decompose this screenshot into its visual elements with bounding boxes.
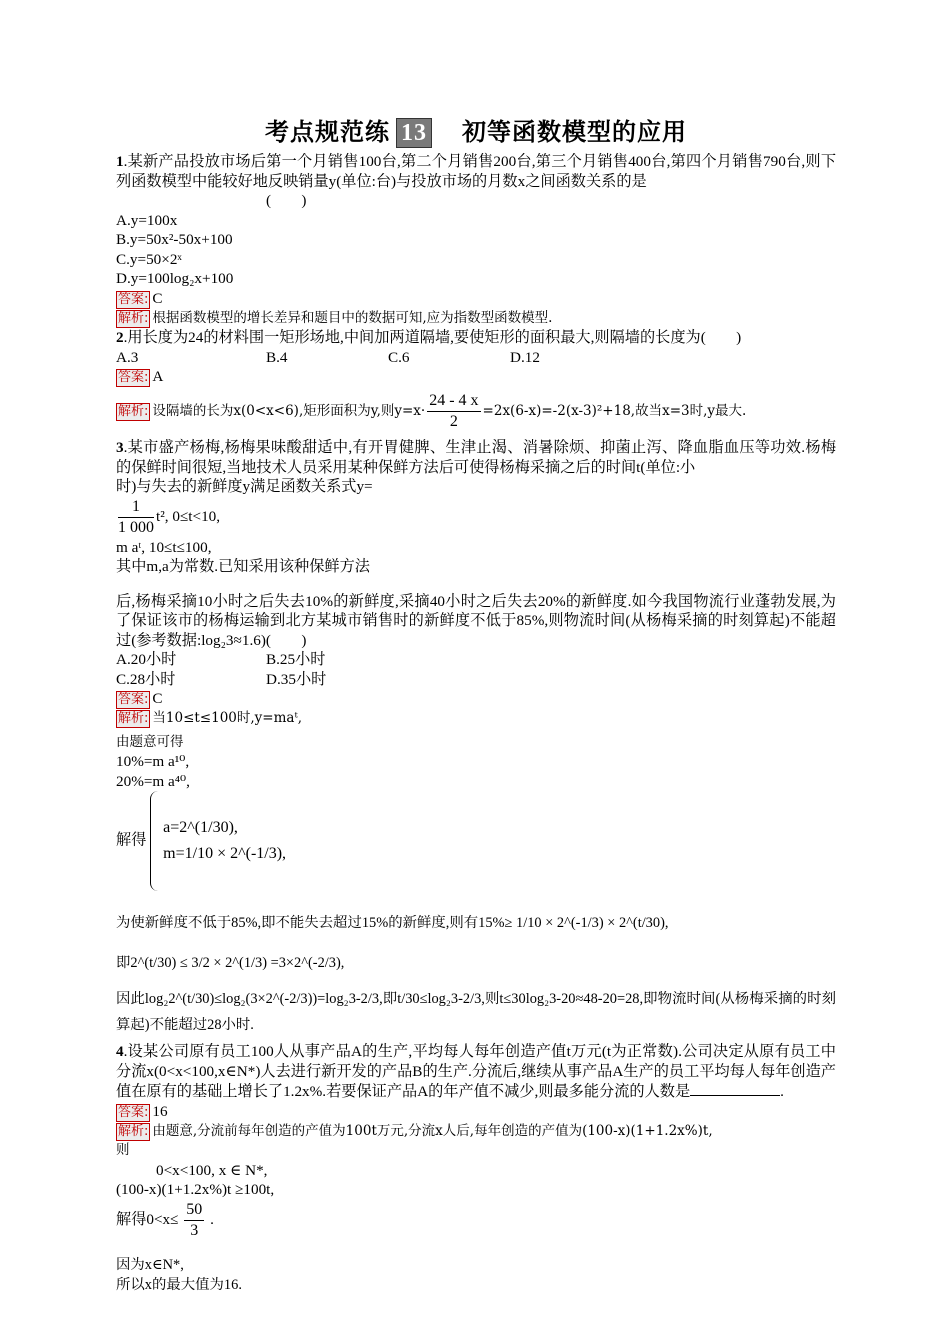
q3-case-1-num: 1 [118, 497, 154, 518]
q3-analysis-4: 即2^(t/30) ≤ 3/2 × 2^(1/3) =3×2^(-2/3), [116, 955, 345, 972]
q4-analysis-4: 所以x的最大值为16. [116, 1276, 242, 1293]
q2-analysis-post: =2x(6-x)=-2(x-3)²+18,故当x=3时,y最大. [482, 402, 747, 419]
q2-analysis [116, 391, 836, 432]
question-1-text: .某新产品投放市场后第一个月销售100台,第二个月销售200台,第三个月销售400台,第四个月销售790台,则下列函数模型中能较好地反映销量y(单位:台)与投放市场的月数x之间函数关系的是 [116, 153, 836, 190]
q4-analysis-line-1: 由题意,分流前每年创造的产值为100t万元,分流x人后,每年创造的产值为(100-x)(1+1.2x%)t, [152, 1122, 713, 1139]
q3-analysis-2 [116, 733, 836, 753]
q4-ineq-2: (100-x)(1+1.2x%)t ≥100t, [116, 1181, 275, 1199]
q3-case-1-den: 1 000 [118, 518, 154, 536]
question-3 [116, 438, 836, 477]
question-4-text: .设某公司原有员工100人从事产品A的生产,平均每人每年创造产值t万元(t为正常数).公司决定从原有员工中分流x(0<x<100,x∈N*)人去进行新开发的产品B的生产.分流后,继续从事产品A生产的员工平均每人每年创造产值在原有的基础上增长了1.2x%.若要保证产品A的年产值不减少,则最多能分流的人数是 [116, 1043, 836, 1101]
analysis-tag: 解析: [118, 1123, 149, 1139]
q1-option-d: D.y=100log₂x+100 [116, 270, 234, 287]
answer-tag: 答案: [118, 291, 149, 307]
q4-analysis-2-end: . [210, 1210, 214, 1228]
question-2-number: 2 [116, 329, 124, 346]
q1-option-b: B.y=50x²-50x+100 [116, 231, 233, 248]
q3-analysis-line-1: 当10≤t≤100时,y=maᵗ, [152, 710, 303, 727]
q2-option-c: C.6 [388, 348, 410, 366]
q3-analysis-2-pre: 由题意可得 [116, 733, 184, 750]
question-3-text-2-pre: 时)与失去的新鲜度y满足函数关系式y= [116, 478, 373, 495]
q3-case-1 [116, 497, 836, 538]
q4-analysis-3: 因为x∈N*, [116, 1257, 184, 1274]
q4-answer-value: 16 [152, 1102, 168, 1120]
title-number-badge: 13 [396, 118, 432, 148]
answer-blank [690, 1081, 780, 1096]
q2-answer-value: A [152, 368, 164, 385]
q3-case-1-fraction [118, 497, 154, 538]
q1-answer [116, 289, 836, 309]
q4-fraction [184, 1200, 204, 1241]
page-title [116, 112, 836, 152]
question-3-text-2-post: 其中m,a为常数.已知采用该种保鲜方法 [116, 558, 370, 575]
q3-analysis-2-mid: 解得 [116, 831, 147, 849]
q2-answer [116, 367, 836, 387]
q4-analysis-1 [116, 1122, 836, 1142]
q3-option-c: C.28小时 [116, 670, 176, 688]
q3-case-2: m aᵗ, 10≤t≤100, [116, 538, 212, 556]
q2-fraction-numerator: 24 - 4 x [427, 391, 480, 412]
document-page [116, 112, 836, 1295]
q3-eq-2: 20%=m a⁴⁰, [116, 772, 190, 790]
q4-fraction-denominator: 3 [190, 1221, 199, 1239]
q2-option-d: D.12 [510, 348, 540, 366]
analysis-tag: 解析: [118, 403, 149, 419]
question-4-number: 4 [116, 1043, 124, 1061]
q4-answer [116, 1102, 836, 1122]
q2-option-a: A.3 [116, 348, 139, 366]
q1-option-a: A.y=100x [116, 211, 178, 229]
q3-options-row-2 [116, 670, 836, 690]
q1-analysis [116, 309, 836, 329]
question-3-text-3: 后,杨梅采摘10小时之后失去10%的新鲜度,采摘40小时之后失去20%的新鲜度.如今我国物流行业蓬勃发展,为了保证该市的杨梅运输到北方某城市销售时的新鲜度不低于85%,则物流时间(从杨梅采摘的时刻算起)不能超过(参考数据:log₂3≈1.6)( ) [116, 592, 836, 649]
question-1 [116, 152, 836, 191]
q4-analysis-2-pre: 则 [116, 1142, 130, 1159]
question-3-text-1: .某市盛产杨梅,杨梅果味酸甜适中,有开胃健脾、生津止渴、消暑除烦、抑菌止泻、降血脂血压等功效.杨梅的保鲜时间很短,当地技术人员采用某种保鲜方法后可使得杨梅采摘之后的时间t(单位:小 [116, 439, 836, 476]
q1-answer-value: C [152, 289, 163, 307]
q3-sol-2: m=1/10 × 2^(-1/3), [163, 845, 287, 863]
question-1-number: 1 [116, 153, 124, 170]
q3-answer-value: C [152, 690, 163, 708]
q4-ineq-1: 0<x<100, x ∈ N*, [156, 1161, 268, 1179]
question-2 [116, 328, 836, 348]
q3-analysis-5: 因此log₂2^(t/30)≤log₂(3×2^(-2/3))=log₂3-2/3,即t/30≤log₂3-2/3,则t≤30log₂3-20≈48-20=28,即物流时间(从杨梅采摘的时刻算起)不能超过28小时. [116, 991, 836, 1034]
q3-answer [116, 689, 836, 709]
q2-fraction [427, 391, 480, 432]
q2-option-b: B.4 [266, 348, 288, 366]
q4-analysis-2 [116, 1141, 836, 1161]
q3-analysis-3: 为使新鲜度不低于85%,即不能失去超过15%的新鲜度,则有15%≥ 1/10 × 2^(-1/3) × 2^(t/30), [116, 915, 669, 932]
q1-option-c: C.y=50×2ˣ [116, 250, 182, 268]
question-4-text-end: . [780, 1083, 784, 1101]
q3-option-d: D.35小时 [266, 670, 327, 688]
analysis-tag: 解析: [118, 711, 149, 727]
q3-option-b: B.25小时 [266, 651, 326, 669]
q4-fraction-numerator: 50 [184, 1200, 204, 1221]
question-1-paren: ( ) [266, 192, 307, 209]
answer-tag: 答案: [118, 370, 149, 385]
q3-option-a: A.20小时 [116, 651, 177, 669]
q3-options-row-1 [116, 650, 836, 670]
q2-fraction-denominator: 2 [449, 413, 458, 430]
q3-solution-system [150, 791, 286, 891]
q2-options [116, 348, 836, 368]
q3-sol-1: a=2^(1/30), [163, 819, 238, 837]
q4-analysis-2-post: 解得0<x≤ [116, 1210, 179, 1228]
title-prefix: 考点规范练 [265, 118, 390, 146]
q1-analysis-text: 根据函数模型的增长差异和题目中的数据可知,应为指数型函数模型. [152, 309, 553, 326]
question-4 [116, 1042, 836, 1102]
q3-analysis-1 [116, 709, 836, 729]
title-suffix: 初等函数模型的应用 [462, 118, 687, 146]
q3-eq-1: 10%=m a¹⁰, [116, 753, 190, 771]
q2-analysis-pre: 设隔墙的长为x(0<x<6),矩形面积为y,则y=x· [152, 402, 426, 419]
question-3-function [116, 477, 836, 497]
answer-tag: 答案: [118, 1104, 149, 1120]
question-3-number: 3 [116, 439, 124, 456]
question-2-text: .用长度为24的材料围一矩形场地,中间加两道隔墙,要使矩形的面积最大,则隔墙的长度为( ) [123, 329, 742, 346]
analysis-tag: 解析: [118, 310, 149, 326]
left-brace [150, 791, 159, 891]
q3-case-1-rest: t², 0≤t<10, [156, 507, 221, 525]
answer-tag: 答案: [118, 692, 149, 708]
